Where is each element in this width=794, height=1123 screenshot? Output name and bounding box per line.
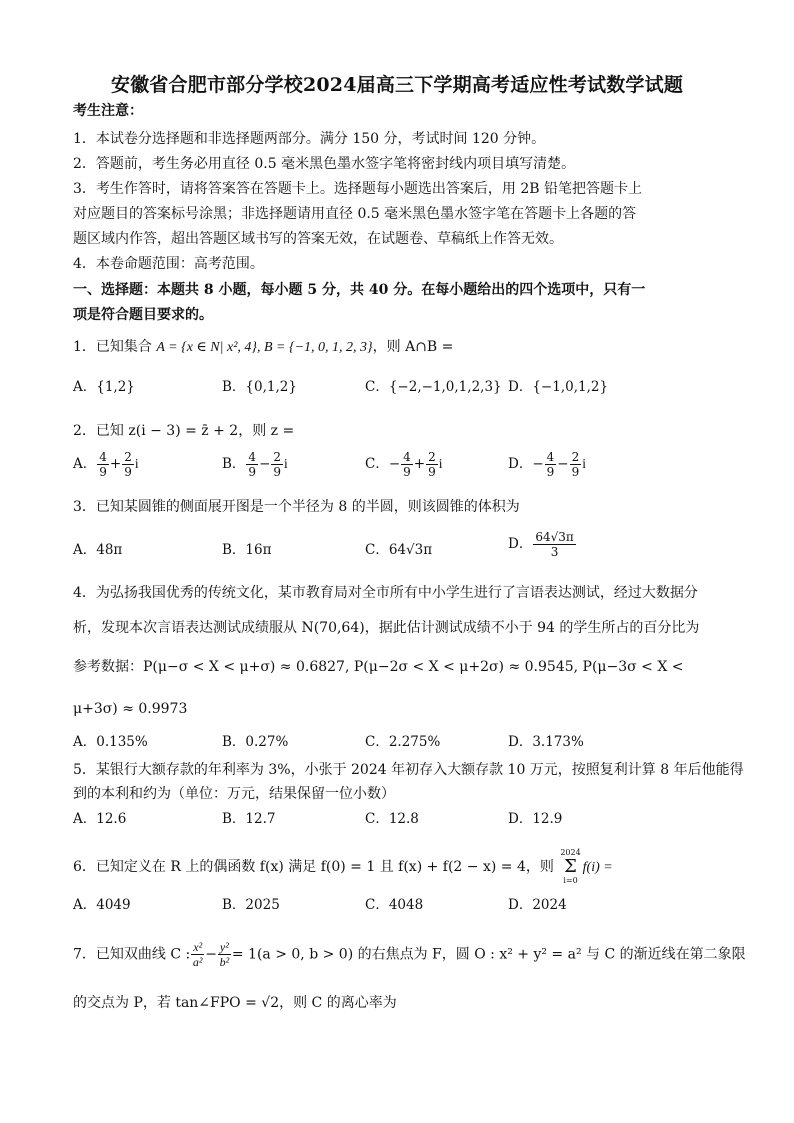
question-4-stem-cont: 析，发现本次言语表达测试成绩服从 N(70,64)，据此估计测试成绩不小于 94 的学生所占的百分比为 <box>73 620 700 636</box>
q1-option-a: A．{1,2} <box>73 379 135 395</box>
section-heading: 一、选择题：本题共 8 小题，每小题 5 分，共 40 分。在每小题给出的四个选项中，只有一 <box>73 282 646 298</box>
notice-item: 1．本试卷分选择题和非选择题两部分。满分 150 分，考试时间 120 分钟。 <box>73 131 546 147</box>
q3-option-a: A．48π <box>73 542 123 558</box>
q6-option-d: D．2024 <box>508 897 567 913</box>
q5-option-d: D．12.9 <box>508 811 563 827</box>
question-6-stem: 6．已知定义在 R 上的偶函数 f(x) 满足 f(0) = 1 且 f(x) + f(2 − x) = 4，则 2024 Σ i=0 f(i) = <box>73 848 613 885</box>
exam-title: 安徽省合肥市部分学校2024届高三下学期高考适应性考试数学试题 <box>110 74 684 96</box>
q3-option-d: D． $\frac{64√3\pi}{3}$ <box>508 530 574 559</box>
q5-option-a: A．12.6 <box>73 811 127 827</box>
notice-item: 对应题目的答案标号涂黑；非选择题请用直径 0.5 毫米黑色墨水签字笔在答题卡上各题的答 <box>73 206 637 222</box>
q2-option-a: A． $\frac{4}{9}$ + $\frac{2}{9}$ i <box>73 450 139 479</box>
question-5-stem: 5．某银行大额存款的年利率为 3%，小张于 2024 年初存入大额存款 10 万元，按照复利计算 8 年后他能得 <box>73 762 744 778</box>
notice-item: 3．考生作答时，请将答案答在答题卡上。选择题每小题选出答案后，用 2B 铅笔把答题卡上 <box>73 181 643 197</box>
q4-option-b: B．0.27% <box>222 734 289 750</box>
question-4-stem: 4．为弘扬我国优秀的传统文化，某市教育局对全市所有中小学生进行了言语表达测试，经过大数据分 <box>73 585 698 601</box>
set-definition: A = {x ∈ N| x², 4}, B = {−1, 0, 1, 2, 3} <box>156 340 373 355</box>
summation: 2024 Σ i=0 <box>560 848 581 885</box>
q3-option-c: C．64√3π <box>365 542 433 558</box>
q6-option-b: B．2025 <box>222 897 280 913</box>
question-5-stem-cont: 到的本利和约为（单位：万元，结果保留一位小数） <box>73 786 395 802</box>
reference-data-cont: μ+3σ) ≈ 0.9973 <box>73 701 188 717</box>
q6-option-a: A．4049 <box>73 897 131 913</box>
q1-option-d: D．{−1,0,1,2} <box>508 379 609 395</box>
notice-heading: 考生注意： <box>73 103 143 119</box>
q2-option-b: B． $\frac{4}{9}$ − $\frac{2}{9}$ i <box>222 450 288 479</box>
q1-option-c: C．{−2,−1,0,1,2,3} <box>365 379 502 395</box>
section-heading-cont: 项是符合题目要求的。 <box>73 307 213 323</box>
question-7-stem: 7．已知双曲线 C : $\frac{\text{x²}}{\text{a²}}$ − $\frac{\text{y²}}{\text{b²}}$ = 1(a > 0, b > 0) 的右焦点为 F，圆 O : x² + y² = a² 与 C 的渐近线在第二象限 <box>73 940 746 969</box>
q5-option-b: B．12.7 <box>222 811 276 827</box>
notice-item: 4．本卷命题范围：高考范围。 <box>73 256 264 272</box>
question-7-stem-cont: 的交点为 P，若 tan∠FPO = √2，则 C 的离心率为 <box>73 995 397 1011</box>
q4-option-c: C．2.275% <box>365 734 441 750</box>
q1-option-b: B．{0,1,2} <box>222 379 297 395</box>
notice-item: 2．答题前，考生务必用直径 0.5 毫米黑色墨水签字笔将密封线内项目填写清楚。 <box>73 156 576 172</box>
q3-option-b: B．16π <box>222 542 272 558</box>
q5-option-c: C．12.8 <box>365 811 419 827</box>
question-3-stem: 3．已知某圆锥的侧面展开图是一个半径为 8 的半圆，则该圆锥的体积为 <box>73 499 520 515</box>
q4-option-d: D．3.173% <box>508 734 584 750</box>
notice-item: 题区域内作答，超出答题区域书写的答案无效，在试题卷、草稿纸上作答无效。 <box>73 231 563 247</box>
question-1-stem: 1．已知集合 A = {x ∈ N| x², 4}, B = {−1, 0, 1, 2, 3}，则 A∩B = <box>73 339 454 355</box>
q2-option-d: D．− $\frac{4}{9}$ − $\frac{2}{9}$ i <box>508 450 586 479</box>
q2-option-c: C．− $\frac{4}{9}$ + $\frac{2}{9}$ i <box>365 450 443 479</box>
reference-data: 参考数据：P(μ−σ < X < μ+σ) ≈ 0.6827, P(μ−2σ < X < μ+2σ) ≈ 0.9545, P(μ−3σ < X < <box>73 659 684 675</box>
q6-option-c: C．4048 <box>365 897 424 913</box>
q4-option-a: A．0.135% <box>73 734 148 750</box>
question-2-stem: 2．已知 z(i − 3) = z̄ + 2，则 z = <box>73 423 295 439</box>
